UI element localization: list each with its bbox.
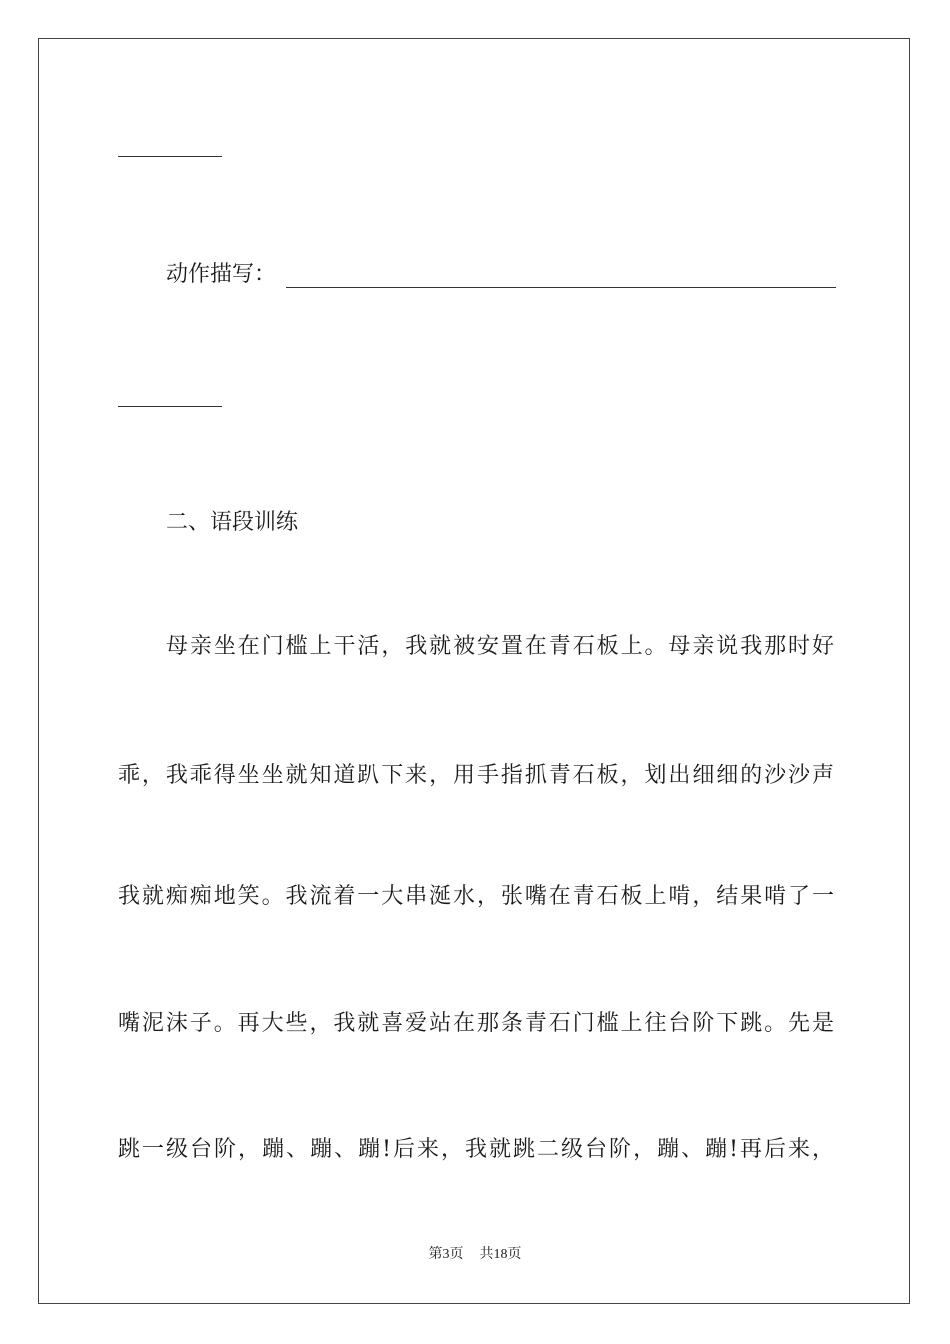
passage-line-2: 乖，我乖得坐坐就知道趴下来，用手指抓青石板，划出细细的沙沙声 [118, 763, 834, 788]
passage-line-5: 跳一级台阶，蹦、蹦、蹦!后来，我就跳二级台阶，蹦、蹦!再后来， [118, 1137, 834, 1162]
action-description-label: 动作描写： [166, 262, 277, 287]
total-pages: 共18页 [479, 1247, 522, 1262]
passage-line-3: 我就痴痴地笑。我流着一大串涎水，张嘴在青石板上啃，结果啃了一 [118, 884, 834, 909]
action-description-blank [286, 287, 836, 288]
passage-line-4: 嘴泥沫子。再大些，我就喜爱站在那条青石门槛上往台阶下跳。先是 [118, 1011, 834, 1036]
answer-blank-line-1 [118, 156, 222, 157]
passage-line-1: 母亲坐在门槛上干活，我就被安置在青石板上。母亲说我那时好 [166, 634, 834, 659]
page-border [38, 38, 910, 1304]
page-number: 第3页 [428, 1247, 464, 1262]
page-footer [0, 1246, 950, 1264]
section-heading: 二、语段训练 [166, 510, 299, 535]
answer-blank-line-2 [118, 406, 222, 407]
